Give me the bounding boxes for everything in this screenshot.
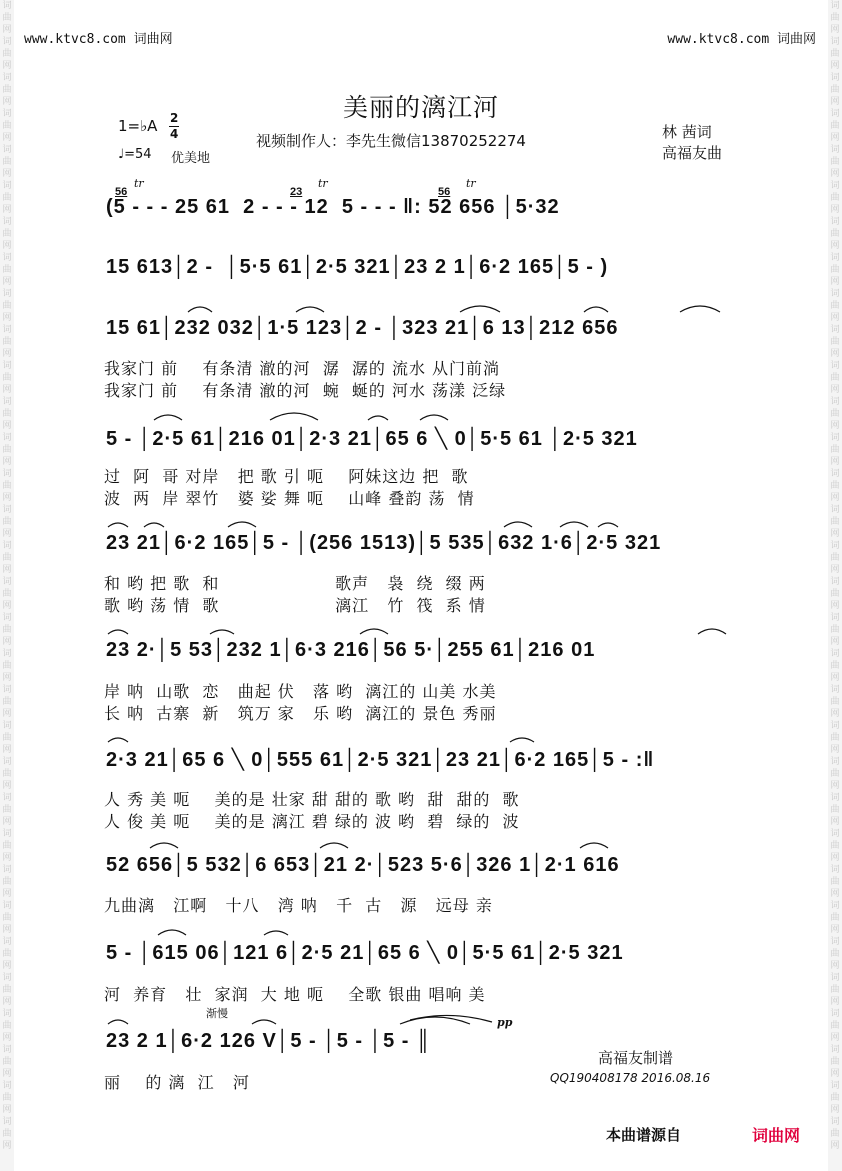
transcriber-contact: QQ190408178 2016.08.16 bbox=[550, 1071, 711, 1085]
score-row-1: (5 - - - 25 61 2 - - - 12 5 - - - ‖: 52 656 │5·32 bbox=[106, 196, 560, 218]
song-title: 美丽的漓江河 bbox=[342, 93, 499, 122]
lyricist: 林 茜词 bbox=[662, 123, 712, 141]
brand-link[interactable]: 词曲网 bbox=[752, 1126, 801, 1145]
lyric-row-5-verse-1: 和 哟 把 歌 和 歌声 袅 绕 缀 两 bbox=[104, 574, 486, 593]
score-row-5: 23 21│6·2 165│5 - │(256 1513)│5 535│632 1·6│2·5 321 bbox=[106, 532, 662, 554]
lyric-row-10: 丽 的 漓 江 河 bbox=[104, 1073, 250, 1092]
transcriber-credit: 高福友制谱 bbox=[598, 1049, 674, 1067]
source-label: 本曲谱源自 bbox=[606, 1126, 682, 1144]
trill-mark-2: tr bbox=[318, 177, 328, 190]
grace-note-3: 56 bbox=[438, 186, 451, 198]
lyric-row-6-verse-2: 长 呐 古寨 新 筑万 家 乐 哟 漓江的 景色 秀丽 bbox=[104, 704, 497, 723]
score-row-3: 15 61│232 032│1·5 123│2 - │323 21│6 13│212 656 bbox=[106, 317, 619, 339]
grace-note-2: 23 bbox=[290, 186, 303, 198]
site-url-right[interactable]: www.ktvc8.com 词曲网 bbox=[667, 32, 816, 47]
grace-note-1: 56 bbox=[115, 186, 128, 198]
site-url-left[interactable]: www.ktvc8.com 词曲网 bbox=[24, 32, 173, 47]
lyric-row-9: 河 养育 壮 家润 大 地 呃 全歌 银曲 唱响 美 bbox=[104, 985, 486, 1004]
lyric-row-5-verse-2: 歌 哟 荡 情 歌 漓江 竹 筏 系 情 bbox=[104, 596, 486, 615]
video-producer: 视频制作人：李先生微信13870252274 bbox=[256, 132, 526, 150]
score-row-4: 5 - │2·5 61│216 01│2·3 21│65 6 ╲ 0│5·5 61 │2·5 321 bbox=[106, 428, 638, 450]
composer: 高福友曲 bbox=[662, 144, 723, 162]
left-watermark-strip: 词曲网词曲网词曲网词曲网词曲网词曲网词曲网词曲网词曲网词曲网词曲网词曲网词曲网词曲网词曲网词曲网词曲网词曲网词曲网词曲网词曲网词曲网词曲网词曲网词曲网词曲网词曲网词曲网词曲网词曲网词曲网词曲网 bbox=[0, 0, 14, 1171]
lyric-row-3-verse-2: 我家门 前 有条清 澈的河 蜿 蜒的 河水 荡漾 泛绿 bbox=[104, 381, 507, 400]
right-watermark-strip: 词曲网词曲网词曲网词曲网词曲网词曲网词曲网词曲网词曲网词曲网词曲网词曲网词曲网词曲网词曲网词曲网词曲网词曲网词曲网词曲网词曲网词曲网词曲网词曲网词曲网词曲网词曲网词曲网词曲网词曲网词曲网词曲网 bbox=[828, 0, 842, 1171]
pianissimo-mark: pp bbox=[497, 1016, 513, 1029]
lyric-row-4-verse-2: 波 两 岸 翠竹 婆 娑 舞 呃 山峰 叠韵 荡 情 bbox=[104, 489, 475, 508]
score-row-10: 23 2 1│6·2 126 V│5 - │5 - │5 - ║ bbox=[106, 1030, 432, 1052]
score-row-7: 2·3 21│65 6 ╲ 0│555 61│2·5 321│23 21│6·2 165│5 - :‖ bbox=[106, 749, 655, 771]
ritardando-mark: 渐慢 bbox=[206, 1007, 228, 1020]
score-row-8: 52 656│5 532│6 653│21 2·│523 5·6│326 1│2·1 616 bbox=[106, 854, 620, 876]
lyric-row-7-verse-1: 人 秀 美 呃 美的是 壮家 甜 甜的 歌 哟 甜 甜的 歌 bbox=[104, 790, 520, 809]
lyric-row-3-verse-1: 我家门 前 有条清 澈的河 潺 潺的 流水 从门前淌 bbox=[104, 359, 501, 378]
trill-mark-1: tr bbox=[134, 177, 144, 190]
lyric-row-8: 九曲漓 江啊 十八 湾 呐 千 古 源 远母 亲 bbox=[104, 896, 493, 915]
lyric-row-7-verse-2: 人 俊 美 呃 美的是 漓江 碧 绿的 波 哟 碧 绿的 波 bbox=[104, 812, 520, 831]
time-signature-bottom: 4 bbox=[170, 127, 179, 141]
tempo-marking: ♩=54 bbox=[118, 147, 152, 162]
score-row-9: 5 - │615 06│121 6│2·5 21│65 6 ╲ 0│5·5 61│2·5 321 bbox=[106, 942, 624, 964]
trill-mark-3: tr bbox=[466, 177, 476, 190]
time-signature-top: 2 bbox=[170, 111, 179, 125]
score-row-2: 15 613│2 - │5·5 61│2·5 321│23 2 1│6·2 165│5 - ) bbox=[106, 256, 609, 278]
lyric-row-6-verse-1: 岸 呐 山歌 恋 曲起 伏 落 哟 漓江的 山美 水美 bbox=[104, 682, 497, 701]
expression-marking: 优美地 bbox=[171, 151, 211, 166]
key-signature: 1=♭A bbox=[118, 117, 158, 135]
score-row-6: 23 2·│5 53│232 1│6·3 216│56 5·│255 61│216 01 bbox=[106, 639, 596, 661]
lyric-row-4-verse-1: 过 阿 哥 对岸 把 歌 引 呃 阿妹这边 把 歌 bbox=[104, 467, 469, 486]
